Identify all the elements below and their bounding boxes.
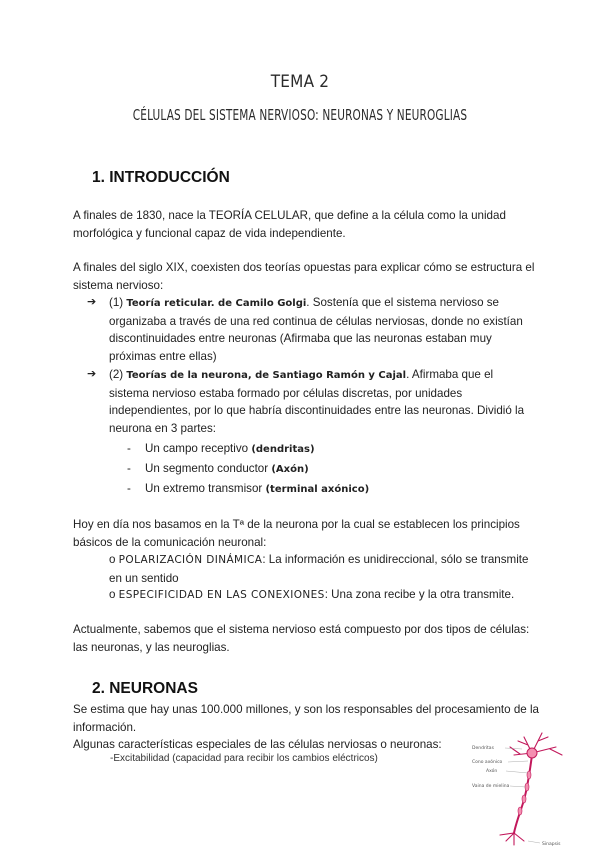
axon-terminals bbox=[500, 833, 524, 845]
paragraph-principios: Hoy en día nos basamos en la Tª de la neurona por la cual se establecen los principios básicos de la comunicación neuronal: bbox=[73, 518, 520, 549]
neuron-part: - Un extremo transmisor (terminal axónico) bbox=[127, 482, 370, 495]
principle-polarizacion: o POLARIZACIÓN DINÁMICA: La información es unidireccional, sólo se transmite en un sentido bbox=[109, 553, 529, 585]
label-line bbox=[506, 771, 528, 773]
arrow-icon: ➔ bbox=[87, 296, 97, 308]
myelin-segment bbox=[522, 795, 526, 803]
label-line bbox=[510, 786, 526, 787]
neuron-diagram bbox=[470, 725, 600, 848]
myelin-segment bbox=[518, 807, 522, 815]
neuron-parts-list bbox=[109, 439, 527, 499]
principle-term: POLARIZACIÓN DINÁMICA bbox=[118, 554, 263, 566]
label-cono-axonico: Cono axónico bbox=[472, 760, 503, 765]
theory-reticular: ➔ (1) Teoría reticular. de Camilo Golgi. Sostenía que el sistema nervioso se organizaba a través de una red continua de células nerviosas, donde no existían discontinuidades entre neuronas (Afirmaba que las neuronas estaban muy próximas entre ellas) bbox=[87, 296, 523, 363]
principle-term: ESPECIFICIDAD EN LAS CONEXIONES bbox=[118, 589, 325, 601]
caracteristica-excitabilidad: -Excitabilidad (capacidad para recibir los cambios eléctricos) bbox=[110, 753, 378, 764]
neuron-part: - Un segmento conductor (Axón) bbox=[127, 462, 309, 475]
theories-list bbox=[87, 294, 527, 499]
tema-title: TEMA 2 bbox=[270, 72, 330, 92]
label-dendritas: Dendritas bbox=[472, 746, 494, 751]
theory-neurona-name: Teorías de la neurona, de Santiago Ramón y Cajal bbox=[126, 370, 407, 381]
paragraph-neuronas: Se estima que hay unas 100.000 millones, y son los responsables del procesamiento de la información. Algunas características especiales de las células nerviosas o neuronas: bbox=[73, 703, 539, 751]
myelin-segment bbox=[527, 771, 531, 779]
section-heading-introduccion: 1. INTRODUCCIÓN bbox=[92, 169, 230, 186]
paragraph-teoria-celular: A finales de 1830, nace la TEORÍA CELULAR, que define a la célula como la unidad morfológica y funcional capaz de vida independiente. bbox=[73, 209, 506, 240]
label-line bbox=[528, 841, 540, 843]
label-axon: Axón bbox=[486, 769, 498, 774]
soma bbox=[527, 748, 537, 758]
label-line bbox=[508, 761, 528, 762]
paragraph-teorias-opuestas: A finales del siglo XIX, coexisten dos teorías opuestas para explicar cómo se estructura el sistema nervioso: bbox=[73, 261, 535, 292]
theory-neurona: ➔ (2) Teorías de la neurona, de Santiago Ramón y Cajal. Afirmaba que el sistema nervioso estaba formado por células discretas, por unidades independientes, por lo que habría discontinuidades entre las neuronas. Dividió la neurona en 3 partes: - Un campo receptivo (dendritas) - Un segmento conductor (Axón) - Un extremo transmisor (terminal axónico) bbox=[87, 366, 527, 499]
axon bbox=[514, 755, 532, 833]
section-heading-neuronas: 2. NEURONAS bbox=[92, 680, 198, 697]
label-sinapsis: Sinapsis bbox=[542, 842, 561, 847]
arrow-icon: ➔ bbox=[87, 368, 97, 380]
principle-especificidad: o ESPECIFICIDAD EN LAS CONEXIONES: Una zona recibe y la otra transmite. bbox=[109, 588, 515, 601]
paragraph-tipos-celulas: Actualmente, sabemos que el sistema nervioso está compuesto por dos tipos de células: las neuronas, y las neuroglias. bbox=[73, 623, 530, 654]
label-vaina-mielina: Vaina de mielina bbox=[472, 784, 510, 789]
theory-reticular-name: Teoría reticular. de Camilo Golgi bbox=[126, 298, 307, 309]
document-subtitle: CÉLULAS DEL SISTEMA NERVIOSO: NEURONAS Y NEUROGLIAS bbox=[132, 106, 468, 124]
neuron-part: - Un campo receptivo (dendritas) bbox=[127, 442, 315, 455]
